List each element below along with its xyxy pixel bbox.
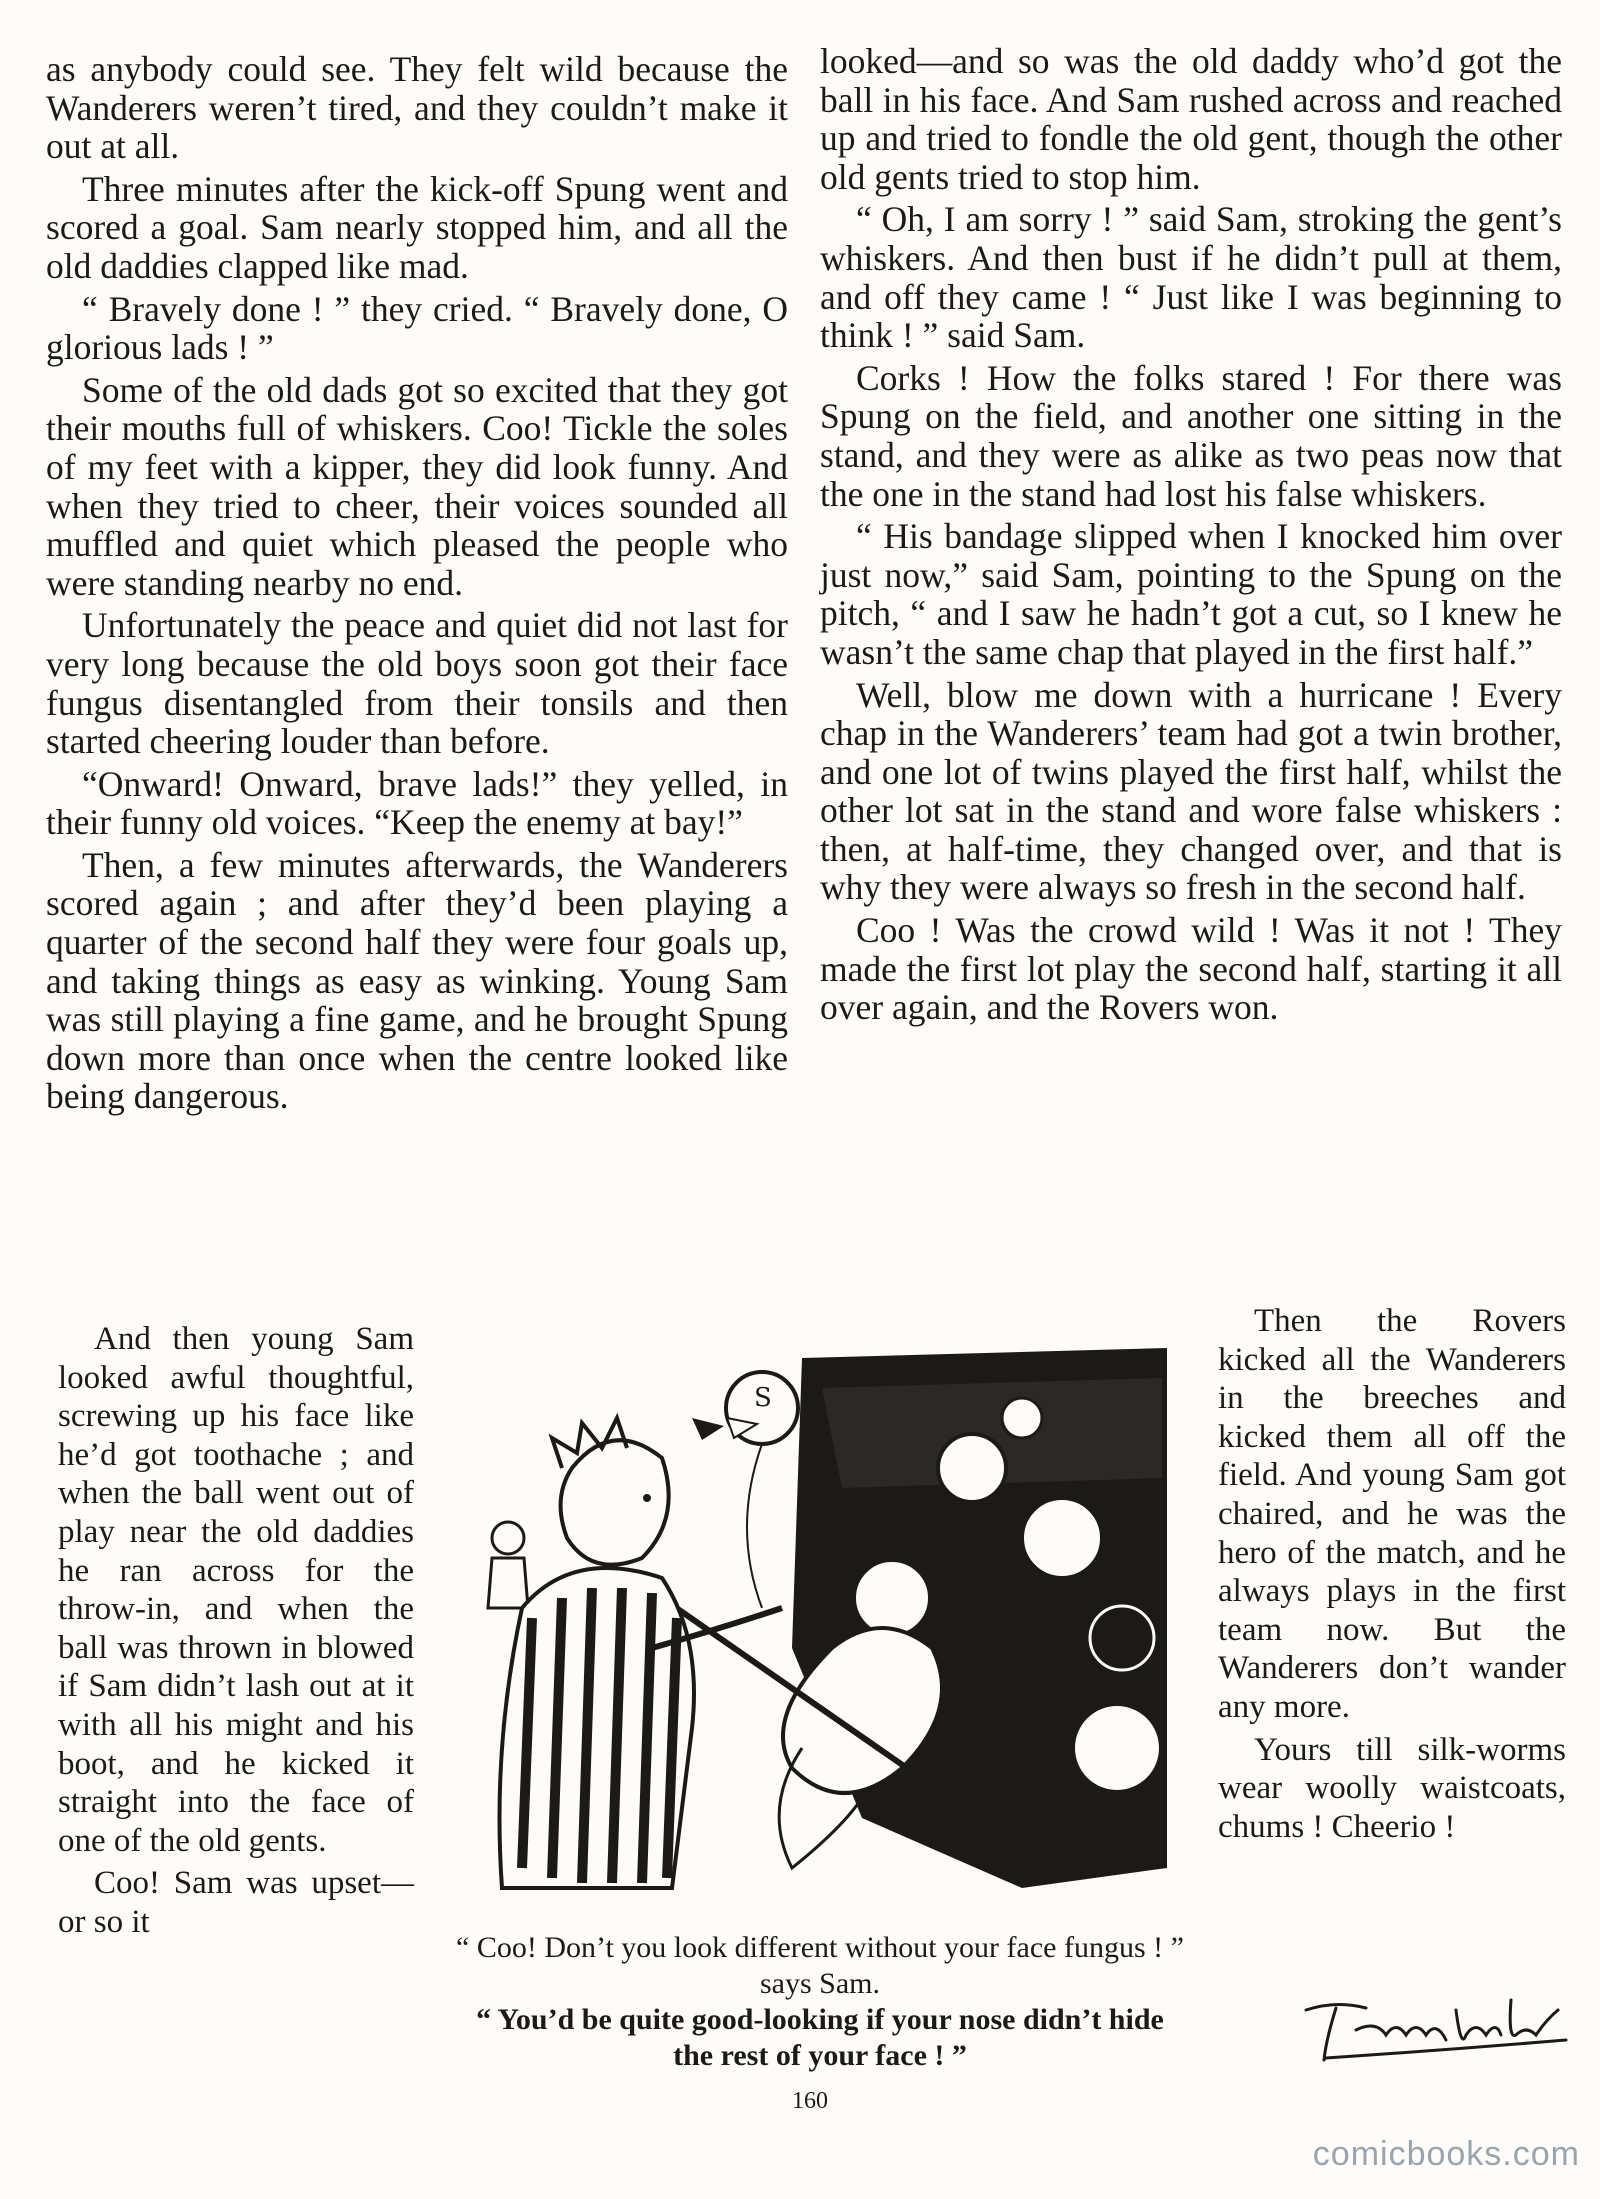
bottom-left-column (58, 1320, 414, 1946)
caption-line: “ Coo! Don’t you look different without your face fungus ! ” says Sam. (456, 1931, 1184, 2000)
paragraph: “ Bravely done ! ” they cried. “ Bravely done, O glorious lads ! ” (46, 288, 788, 368)
paragraph: Coo! Sam was upset—or so it (58, 1865, 414, 1940)
paragraph: And then young Sam looked awful thoughtful, screwing up his face like he’d got toothache ; and when the ball went out of play near the old daddies he ran across for the throw-in, and when the ball was thrown in blowed if Sam didn’t lash out at it with all his might and his boot, and he kicked it straight into the face of one of the old gents. (58, 1321, 414, 1859)
paragraph: Then, a few minutes afterwards, the Wanderers scored again ; and after they’d been playing a quarter of the second half they were four goals up, and taking things as easy as winking. Young Sam was still playing a fine game, and he brought Spung down more than once when the centre looked like being dangerous. (46, 844, 788, 1117)
left-column (46, 50, 788, 1120)
paragraph: Corks ! How the folks stared ! For there was Spung on the field, and another one sitting in the stand, and they were as alike as two peas now that the one in the stand had lost his false whiskers. (820, 357, 1562, 514)
paragraph: Some of the old dads got so excited that they got their mouths full of whiskers. Coo! Tickle the soles of my feet with a kipper, they did look funny. And when they tried to cheer, their voices sounded all muffled and quiet which pleased the people who were standing nearby no end. (46, 369, 788, 603)
paragraph: looked—and so was the old daddy who’d got the ball in his face. And Sam rushed across and reached up and tried to fondle the old gent, though the other old gents tried to stop him. (820, 41, 1562, 197)
paragraph: Yours till silk-worms wear woolly waistcoats, chums ! Cheerio ! (1218, 1731, 1566, 1845)
paragraph: Then the Rovers kicked all the Wanderers in the breeches and kicked them all off the field. And young Sam got chaired, and he was the hero of the match, and he always plays in the first team now. But the Wanderers don’t wander any more. (1218, 1303, 1566, 1725)
illustration-caption (455, 1930, 1185, 2074)
right-column (820, 42, 1562, 1031)
watermark: comicbooks.com (1312, 2135, 1580, 2173)
paragraph: Three minutes after the kick-off Spung went and scored a goal. Sam nearly stopped him, and all the old daddies clapped like mad. (46, 168, 788, 286)
paragraph: Coo ! Was the crowd wild ! Was it not ! They made the first lot play the second half, starting it all over again, and the Rovers won. (820, 910, 1562, 1028)
cartoon-illustration (462, 1348, 1172, 1908)
paragraph: “ His bandage slipped when I knocked him over just now,” said Sam, pointing to the Spung on the pitch, “ and I saw he hadn’t got a cut, so I knew he wasn’t the same chap that played in the first half.” (820, 516, 1562, 672)
paragraph: Well, blow me down with a hurricane ! Every chap in the Wanderers’ team had got a twin brother, and one lot of twins played the first half, whilst the other lot sat in the stand and wore false whiskers : then, at half-time, they changed over, and that is why they were always so fresh in the second half. (820, 674, 1562, 908)
signature (1296, 1980, 1576, 2070)
page-number: 160 (792, 2088, 828, 2114)
bottom-right-column (1218, 1302, 1566, 1850)
paragraph: “ Oh, I am sorry ! ” said Sam, stroking the gent’s whiskers. And then bust if he didn’t pull at them, and off they came ! “ Just like I was beginning to think ! ” said Sam. (820, 199, 1562, 356)
paragraph: as anybody could see. They felt wild because the Wanderers weren’t tired, and they couldn’t make it out at all. (46, 49, 788, 167)
paragraph: “Onward! Onward, brave lads!” they yelled, in their funny old voices. “Keep the enemy at bay!” (46, 763, 788, 843)
svg-text:S: S (754, 1383, 772, 1413)
caption-line-bold: “ You’d be quite good-looking if your nose didn’t hide the rest of your face ! ” (476, 2003, 1164, 2072)
paragraph: Unfortunately the peace and quiet did not last for very long because the old boys soon got their face fungus disentangled from their tonsils and then started cheering louder than before. (46, 605, 788, 762)
